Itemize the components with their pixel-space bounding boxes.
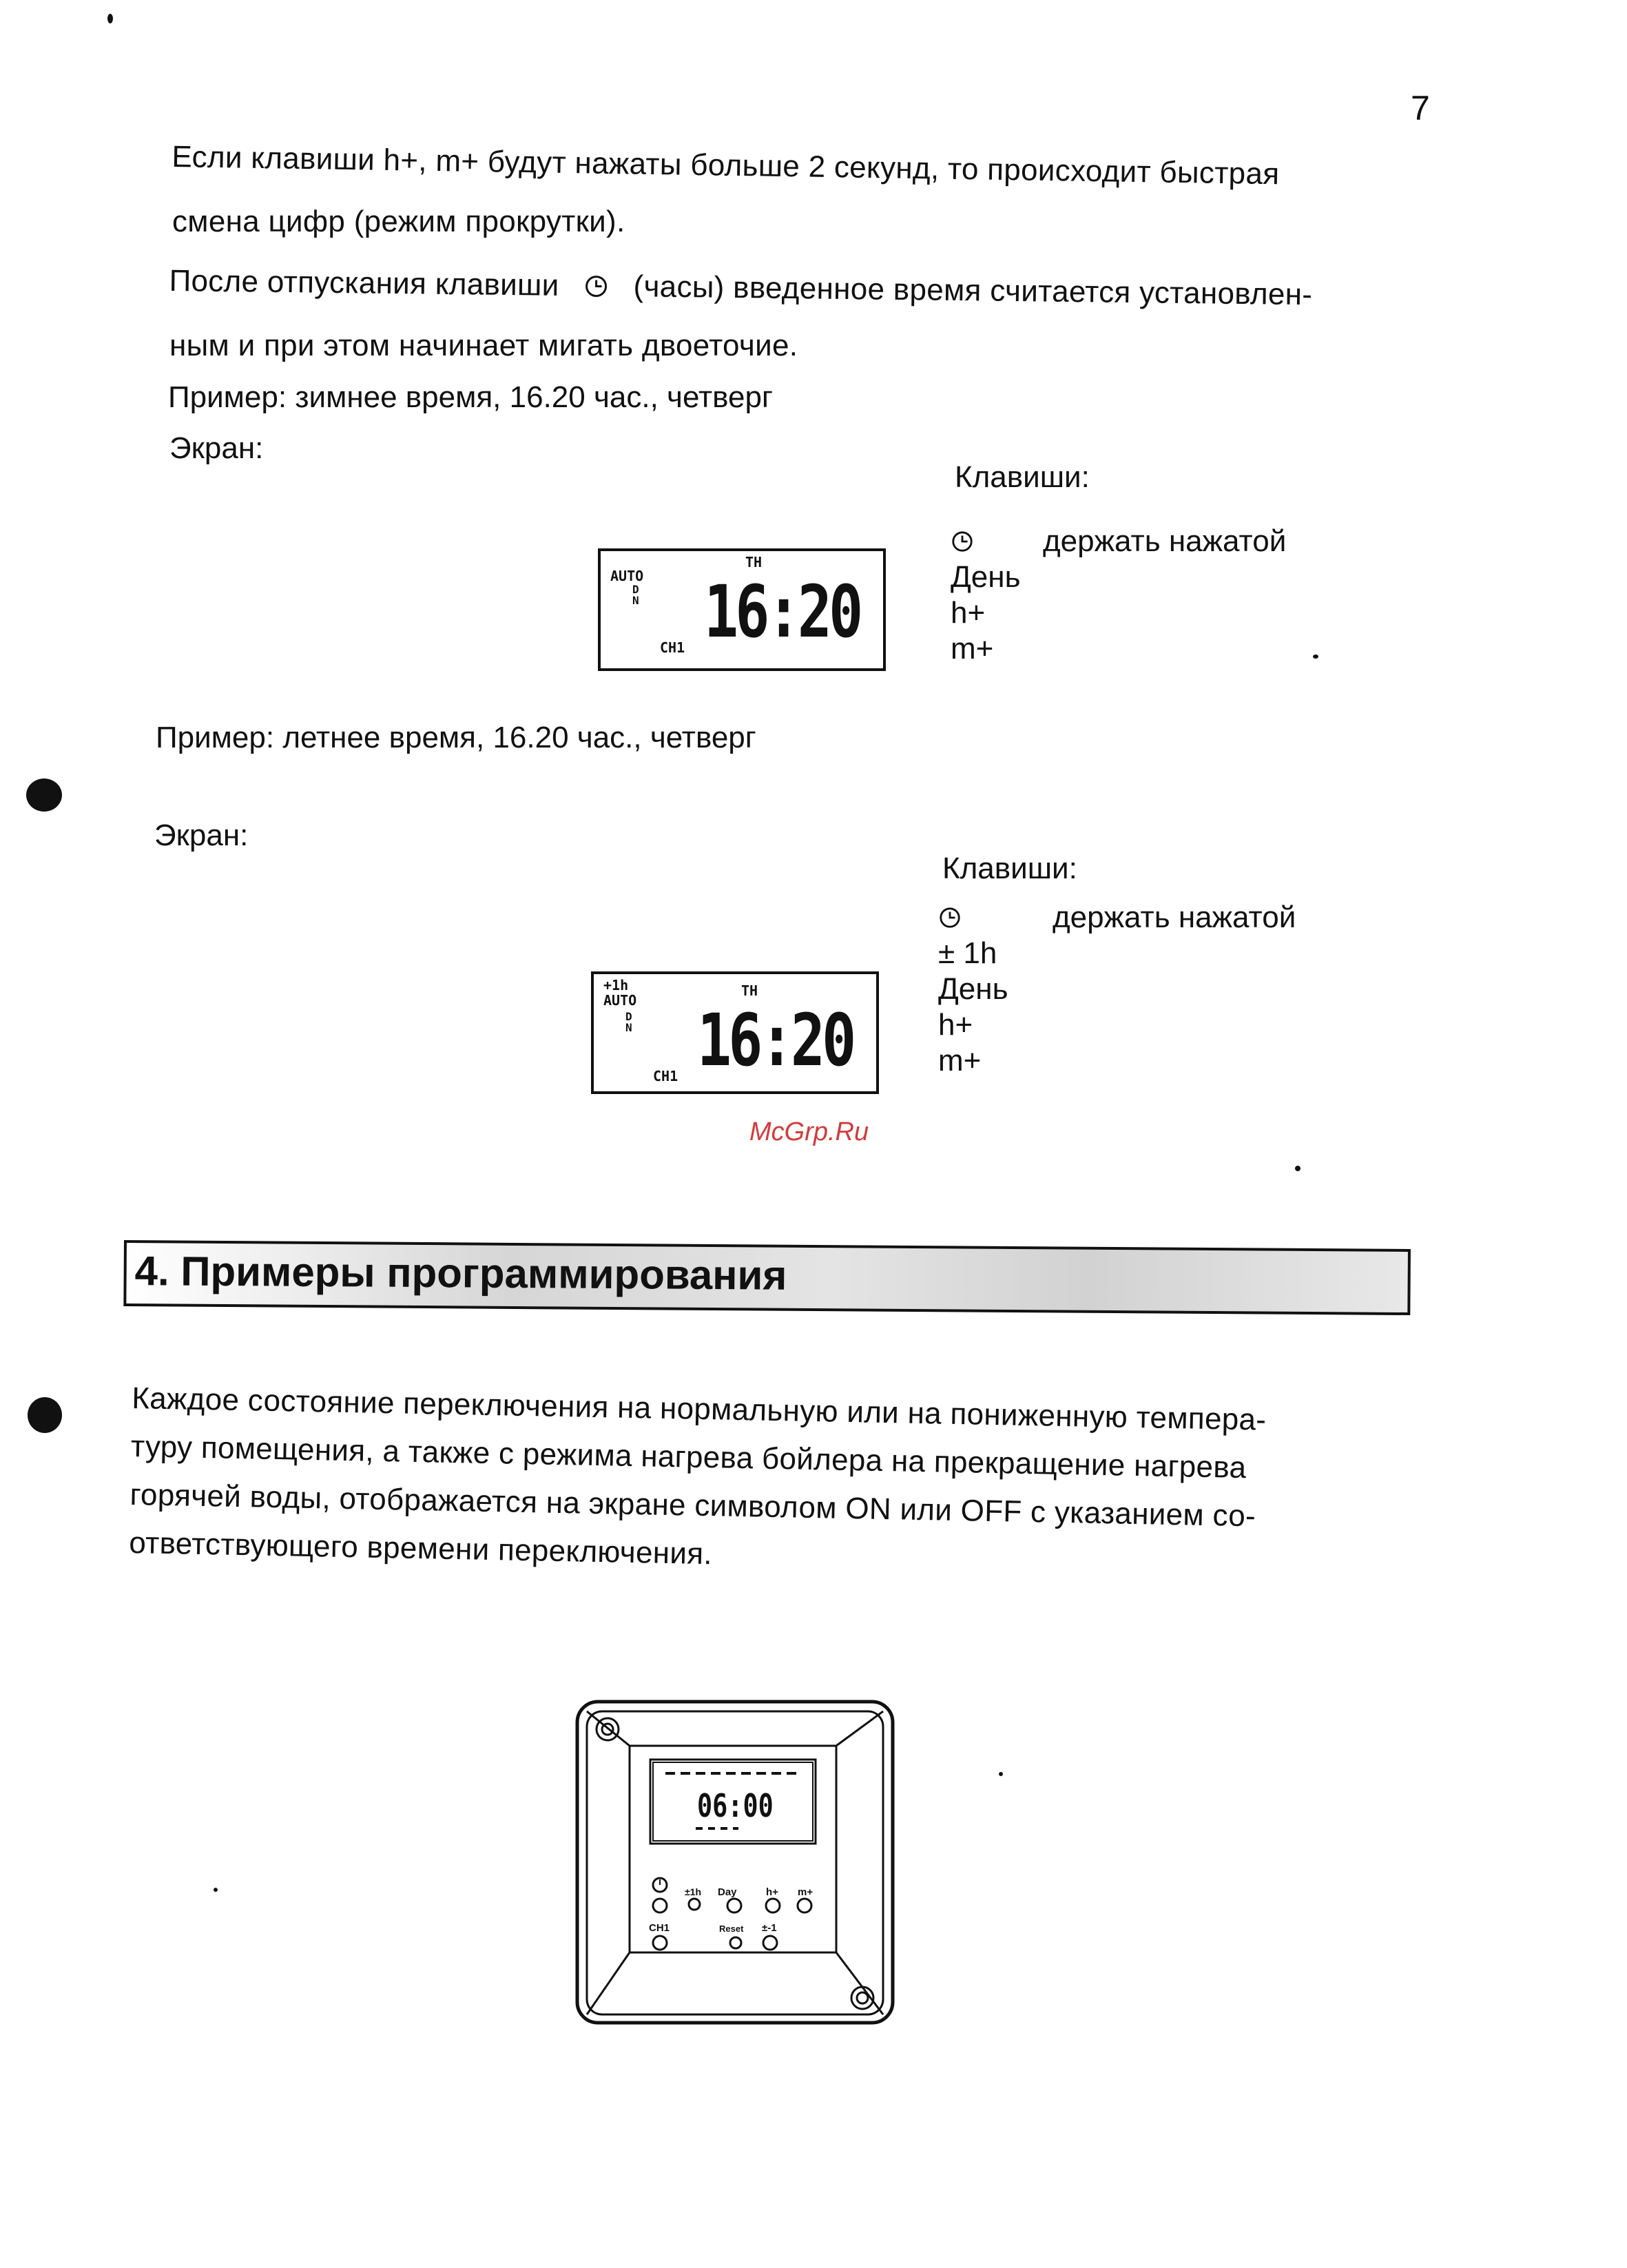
lcd-plus1h-label: +1h <box>603 977 629 993</box>
example1-key-clock <box>951 524 1286 559</box>
device-button-label-1h: ±1h <box>685 1886 702 1897</box>
section-line-3: горячей воды, отображается на экране символом ON или OFF с указанием со- <box>129 1477 1256 1534</box>
lcd-auto-label: AUTO <box>610 568 644 584</box>
intro-line-3-start: После отпускания клавиши <box>169 263 559 302</box>
example1-keys-list <box>951 524 1286 667</box>
example1-title: Пример: зимнее время, 16.20 час., четверг <box>168 380 773 414</box>
page-number: 7 <box>1411 89 1430 127</box>
example2-key-day: День <box>938 972 1008 1006</box>
section-paragraph <box>129 1377 1267 1591</box>
lcd-time: 16:20 <box>704 570 860 654</box>
scan-hole-mark <box>26 779 62 812</box>
example1-keys-title: Клавиши: <box>955 460 1090 494</box>
scan-hole-mark <box>28 1397 62 1433</box>
example2-screen-label: Экран: <box>154 818 249 852</box>
example2-key-plus1h: ± 1h <box>938 936 997 970</box>
device-button-label-day: Day <box>718 1886 737 1898</box>
device-button-label-m: m+ <box>798 1886 813 1898</box>
example2-keys-title: Клавиши: <box>942 852 1077 885</box>
example1-key-day: День <box>951 560 1021 594</box>
example2-keys-list <box>938 900 1296 1079</box>
lcd-channel-label: CH1 <box>653 1068 678 1084</box>
section-line-2: туру помещения, а также с режима нагрева бойлера на прекращение нагрева <box>130 1429 1247 1485</box>
scan-speck <box>214 1888 218 1892</box>
device-button-label-ch1: CH1 <box>649 1922 670 1934</box>
lcd-time: 16:20 <box>697 998 853 1082</box>
scan-speck <box>999 1772 1003 1776</box>
device-button-label-reset: Reset <box>719 1924 744 1934</box>
scan-speck <box>1313 654 1318 659</box>
example2-lcd-display <box>591 971 879 1094</box>
lcd-channel-label: CH1 <box>660 639 685 656</box>
thermostat-illustration <box>573 1698 897 2028</box>
lcd-dn-label: D N <box>625 1010 632 1034</box>
example1-key-h: h+ <box>951 596 986 630</box>
watermark: McGrp.Ru <box>749 1117 869 1146</box>
thermostat-device-drawing <box>573 1698 897 2028</box>
lcd-day-label: TH <box>745 554 763 570</box>
example2-key-m: m+ <box>938 1044 982 1078</box>
device-lcd-time: 06:00 <box>697 1787 774 1824</box>
clock-icon <box>938 906 962 929</box>
clock-icon <box>951 530 974 553</box>
intro-line-3-end: (часы) введенное время считается установлен- <box>633 269 1313 312</box>
example2-key-h: h+ <box>938 1008 973 1042</box>
section-title: 4. Примеры программирования <box>134 1248 787 1299</box>
device-button-label-h: h+ <box>766 1886 778 1898</box>
clock-icon <box>583 274 608 298</box>
intro-line-3 <box>169 259 1312 317</box>
scan-speck <box>1295 1166 1300 1171</box>
device-button-label-pm1: ±-1 <box>762 1922 777 1934</box>
example1-lcd-display <box>598 548 886 671</box>
section-line-4: ответствующего времени переключения. <box>128 1525 713 1571</box>
intro-line-2: смена цифр (режим прокрутки). <box>172 205 625 238</box>
example2-key-clock <box>938 900 1296 936</box>
key-hold-text: держать нажатой <box>1043 524 1287 558</box>
example1-screen-label: Экран: <box>169 431 264 465</box>
lcd-auto-label: AUTO <box>603 992 637 1009</box>
lcd-day-label: TH <box>741 982 758 999</box>
key-hold-text: держать нажатой <box>1053 900 1296 934</box>
example2-title: Пример: летнее время, 16.20 час., четверг <box>156 721 756 754</box>
intro-line-1: Если клавиши h+, m+ будут нажаты больше 2 секунд, то происходит быстрая <box>172 139 1280 192</box>
section-line-1: Каждое состояние переключения на нормальную или на пониженную темпера- <box>131 1381 1267 1437</box>
section-heading-bar <box>123 1240 1411 1315</box>
intro-line-4: ным и при этом начинает мигать двоеточие. <box>169 329 798 362</box>
scan-speck <box>107 14 113 23</box>
lcd-dn-label: D N <box>632 583 639 607</box>
example1-key-m: m+ <box>951 632 994 666</box>
